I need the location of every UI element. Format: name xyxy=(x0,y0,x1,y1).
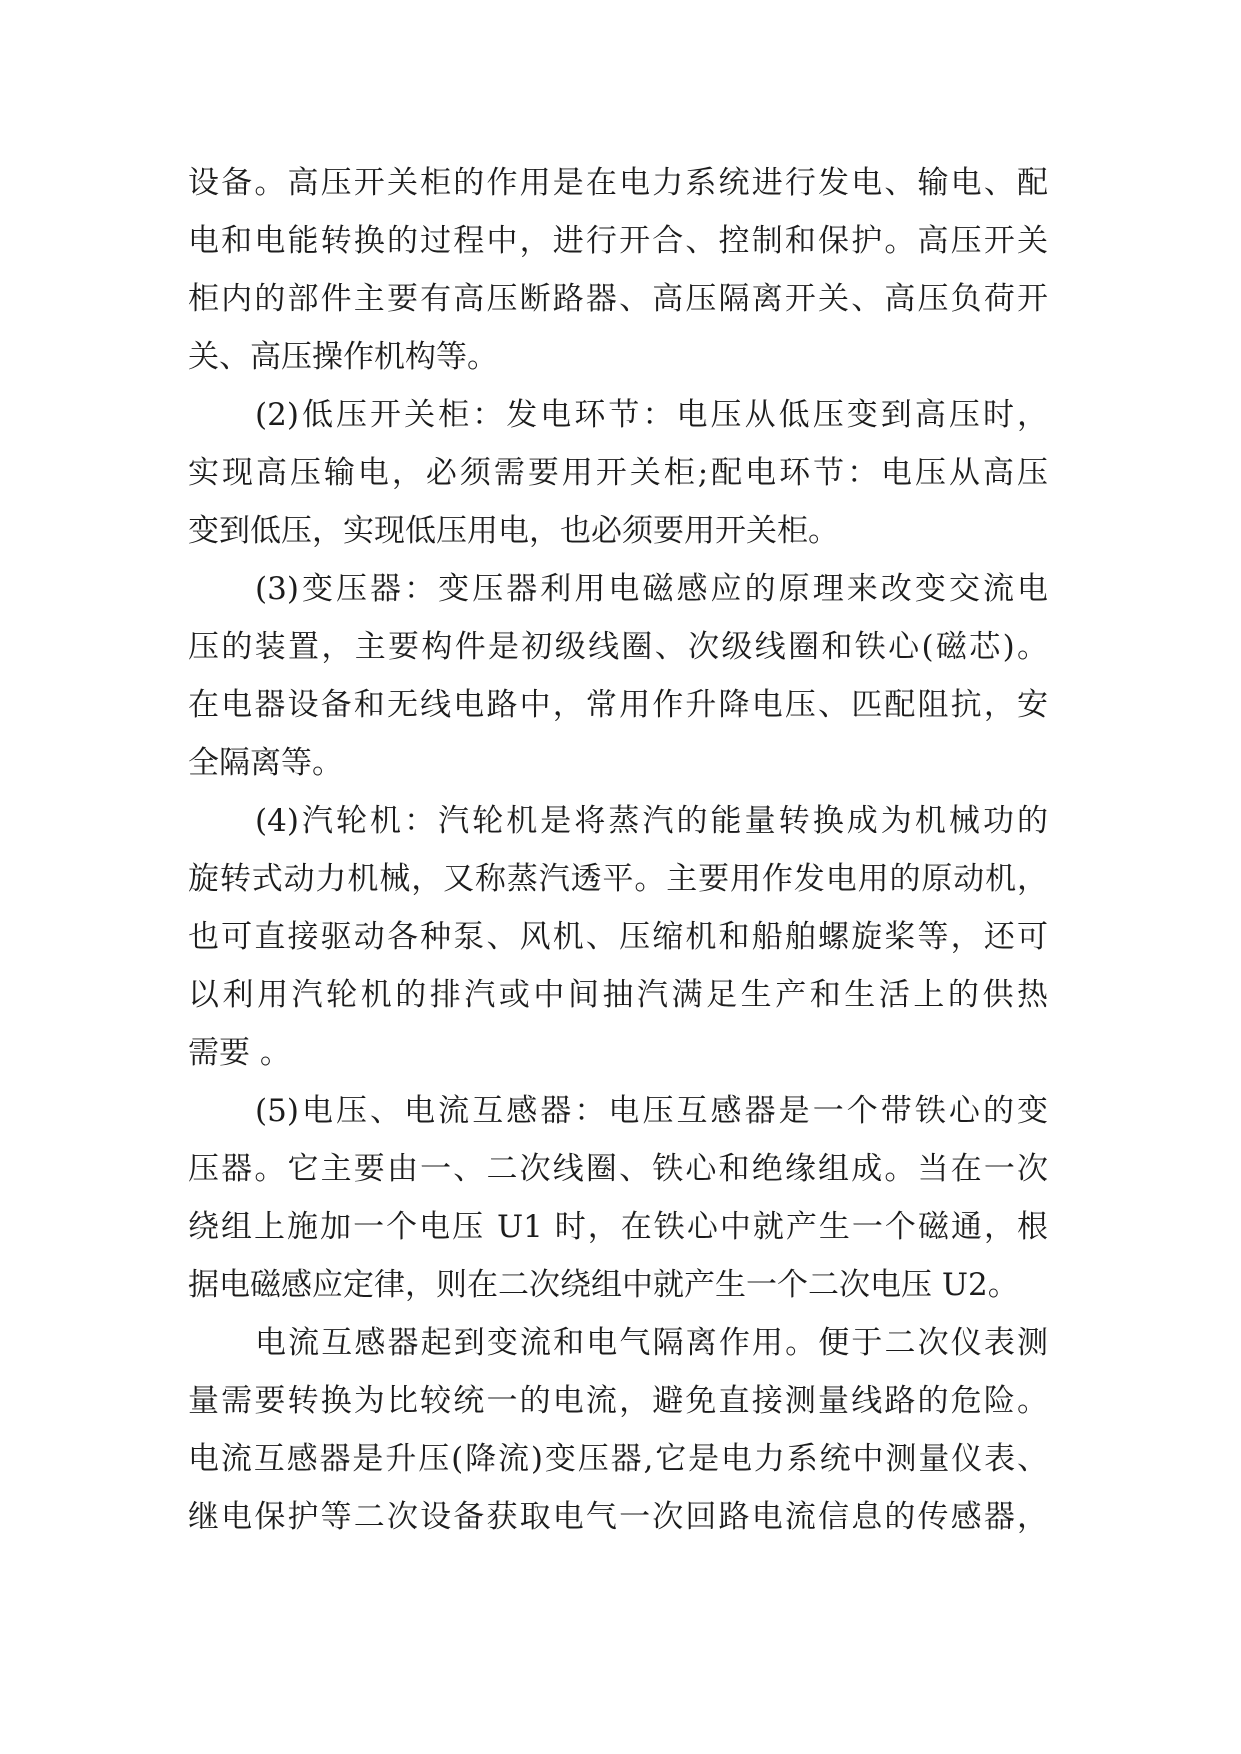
text-line: 压器。它主要由一、二次线圈、铁心和绝缘组成。当在一次 xyxy=(188,1151,1048,1187)
text-line: 变到低压，实现低压用电，也必须要用开关柜。 xyxy=(188,513,839,549)
text-line: 设备。高压开关柜的作用是在电力系统进行发电、输电、配 xyxy=(188,165,1048,201)
paragraph-first-line: (4)汽轮机：汽轮机是将蒸汽的能量转换成为机械功的 xyxy=(255,803,1048,839)
text-line: 压的装置，主要构件是初级线圈、次级线圈和铁心(磁芯)。 xyxy=(188,629,1048,665)
text-line: 柜内的部件主要有高压断路器、高压隔离开关、高压负荷开 xyxy=(188,281,1048,317)
paragraph-first-line: (2)低压开关柜：发电环节：电压从低压变到高压时， xyxy=(255,397,1048,433)
document-body xyxy=(188,154,1048,1546)
text-line: 需要 。 xyxy=(188,1035,291,1071)
text-line: 量需要转换为比较统一的电流，避免直接测量线路的危险。 xyxy=(188,1383,1048,1419)
text-line: 电和电能转换的过程中，进行开合、控制和保护。高压开关 xyxy=(188,223,1048,259)
text-line: 继电保护等二次设备获取电气一次回路电流信息的传感器， xyxy=(188,1499,1048,1535)
text-line: 在电器设备和无线电路中，常用作升降电压、匹配阻抗，安 xyxy=(188,687,1048,723)
text-line: 旋转式动力机械，又称蒸汽透平。主要用作发电用的原动机， xyxy=(188,861,1048,897)
paragraph-first-line: (5)电压、电流互感器：电压互感器是一个带铁心的变 xyxy=(255,1093,1048,1129)
text-line: 电流互感器是升压(降流)变压器,它是电力系统中测量仪表、 xyxy=(188,1441,1048,1477)
text-line: 实现高压输电，必须需要用开关柜;配电环节：电压从高压 xyxy=(188,455,1048,491)
text-line: 关、高压操作机构等。 xyxy=(188,339,498,375)
paragraph-first-line: (3)变压器：变压器利用电磁感应的原理来改变交流电 xyxy=(255,571,1048,607)
text-line: 绕组上施加一个电压 U1 时，在铁心中就产生一个磁通，根 xyxy=(188,1209,1048,1245)
text-line: 也可直接驱动各种泵、风机、压缩机和船舶螺旋桨等，还可 xyxy=(188,919,1048,955)
text-line: 全隔离等。 xyxy=(188,745,343,781)
text-line: 据电磁感应定律，则在二次绕组中就产生一个二次电压 U2。 xyxy=(188,1267,1019,1303)
paragraph-first-line: 电流互感器起到变流和电气隔离作用。便于二次仪表测 xyxy=(255,1325,1048,1361)
text-line: 以利用汽轮机的排汽或中间抽汽满足生产和生活上的供热 xyxy=(188,977,1048,1013)
